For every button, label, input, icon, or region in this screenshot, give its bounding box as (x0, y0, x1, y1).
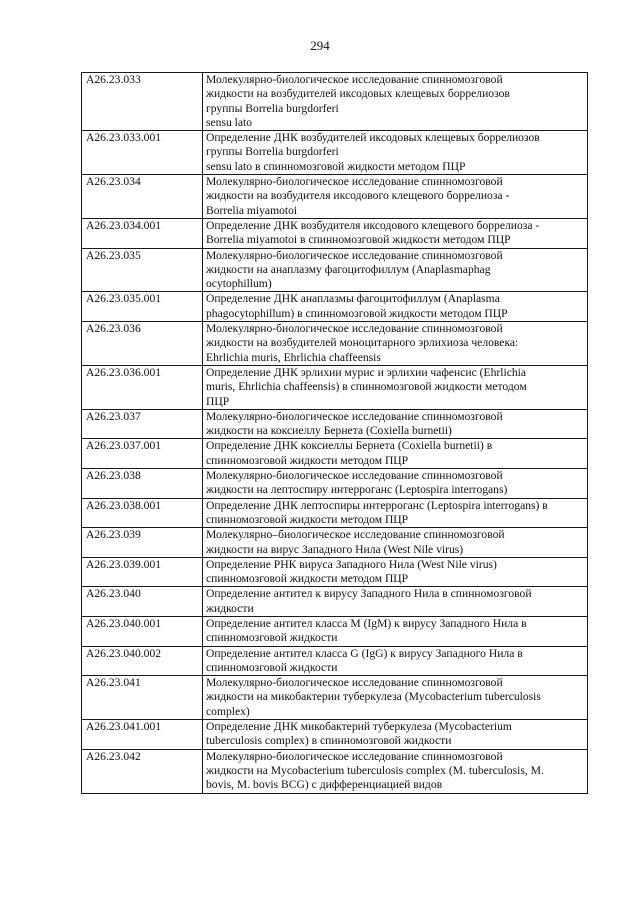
service-code: A26.23.041.001 (82, 720, 203, 750)
service-description: Определение ДНК коксиеллы Бернета (Coxiella burnetii) в спинномозговой жидкости методом ПЦР (203, 439, 588, 469)
table-row (82, 646, 588, 676)
service-description: Молекулярно-биологическое исследование спинномозговой жидкости на Mycobacterium tuberculosis complex (M. tuberculosis, M. bovis, M. bovis BCG) с дифференциацией видов (203, 749, 588, 793)
service-description: Определение антител класса M (IgM) к вирусу Западного Нила в спинномозговой жидкости (203, 616, 588, 646)
service-code: A26.23.040 (82, 587, 203, 617)
service-code: A26.23.034.001 (82, 218, 203, 248)
table-row (82, 73, 588, 131)
service-code: A26.23.033.001 (82, 131, 203, 175)
service-description: Определение ДНК возбудителя иксодового клещевого боррелиоза - Borrelia miyamotoi в спинномозговой жидкости методом ПЦР (203, 218, 588, 248)
service-description: Молекулярно-биологическое исследование спинномозговой жидкости на анаплазму фагоцитофиллум (Anaplasmaphag ocytophillum) (203, 248, 588, 292)
table-row (82, 248, 588, 292)
service-code: A26.23.033 (82, 73, 203, 131)
service-description: Определение РНК вируса Западного Нила (West Nile virus) спинномозговой жидкости методом ПЦР (203, 557, 588, 587)
service-code-table-body (82, 73, 588, 794)
page-number: 294 (310, 38, 330, 53)
service-description: Определение антител к вирусу Западного Нила в спинномозговой жидкости (203, 587, 588, 617)
service-code: A26.23.040.002 (82, 646, 203, 676)
service-code: A26.23.042 (82, 749, 203, 793)
service-code: A26.23.039 (82, 528, 203, 558)
service-code: A26.23.041 (82, 676, 203, 720)
table-row (82, 676, 588, 720)
service-code: A26.23.034 (82, 175, 203, 219)
table-row (82, 616, 588, 646)
table-row (82, 218, 588, 248)
service-description: Определение антител класса G (IgG) к вирусу Западного Нила в спинномозговой жидкости (203, 646, 588, 676)
table-row (82, 720, 588, 750)
service-description: Молекулярно-биологическое исследование спинномозговой жидкости на возбудителей иксодовых клещевых боррелиозов группы Borrelia burgdorferi sensu lato (203, 73, 588, 131)
service-code: A26.23.037 (82, 409, 203, 439)
service-description: Определение ДНК возбудителей иксодовых клещевых боррелиозов группы Borrelia burgdorferi sensu lato в спинномозговой жидкости методом ПЦР (203, 131, 588, 175)
service-description: Молекулярно-биологическое исследование спинномозговой жидкости на возбудителя иксодового клещевого боррелиоза - Borrelia miyamotoi (203, 175, 588, 219)
service-code: A26.23.038.001 (82, 498, 203, 528)
service-code: A26.23.037.001 (82, 439, 203, 469)
table-row (82, 749, 588, 793)
service-description: Определение ДНК эрлихии мурис и эрлихии чафенсис (Ehrlichia muris, Ehrlichia chaffeensis) в спинномозговой жидкости методом ПЦР (203, 365, 588, 409)
service-description: Определение ДНК микобактерий туберкулеза (Mycobacterium tuberculosis complex) в спинномозговой жидкости (203, 720, 588, 750)
service-description: Молекулярно-биологическое исследование спинномозговой жидкости на коксиеллу Бернета (Coxiella burnetii) (203, 409, 588, 439)
table-row (82, 557, 588, 587)
table-row (82, 498, 588, 528)
service-code: A26.23.036.001 (82, 365, 203, 409)
service-code-table (81, 72, 588, 794)
table-row (82, 365, 588, 409)
service-code: A26.23.039.001 (82, 557, 203, 587)
table-row (82, 131, 588, 175)
table-row (82, 528, 588, 558)
table-row (82, 175, 588, 219)
service-description: Определение ДНК лептоспиры интерроганс (Leptospira interrogans) в спинномозговой жидкости методом ПЦР (203, 498, 588, 528)
service-code: A26.23.040.001 (82, 616, 203, 646)
service-description: Молекулярно–биологическое исследование спинномозговой жидкости на вирус Западного Нила (West Nile virus) (203, 528, 588, 558)
service-description: Молекулярно-биологическое исследование спинномозговой жидкости на микобактерии туберкулеза (Mycobacterium tuberculosis complex) (203, 676, 588, 720)
table-row (82, 469, 588, 499)
table-row (82, 322, 588, 366)
table-row (82, 439, 588, 469)
table-row (82, 409, 588, 439)
service-code: A26.23.036 (82, 322, 203, 366)
service-description: Определение ДНК анаплазмы фагоцитофиллум (Anaplasma phagocytophillum) в спинномозговой жидкости методом ПЦР (203, 292, 588, 322)
service-code: A26.23.038 (82, 469, 203, 499)
service-description: Молекулярно-биологическое исследование спинномозговой жидкости на возбудителей моноцитарного эрлихиоза человека: Ehrlichia muris, Ehrlichia chaffeensis (203, 322, 588, 366)
service-code: A26.23.035 (82, 248, 203, 292)
table-row (82, 587, 588, 617)
service-description: Молекулярно-биологическое исследование спинномозговой жидкости на лептоспиру интерроганс (Leptospira interrogans) (203, 469, 588, 499)
table-row (82, 292, 588, 322)
service-code: A26.23.035.001 (82, 292, 203, 322)
